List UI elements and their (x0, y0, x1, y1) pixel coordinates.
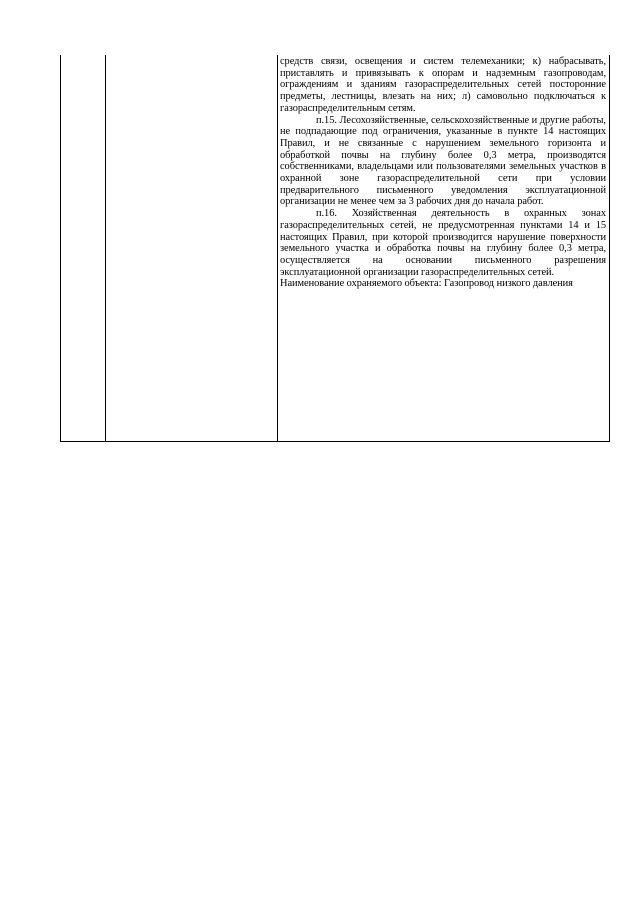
table-row (61, 55, 610, 442)
paragraph-continuation: средств связи, освещения и систем телемеханики; к) набрасывать, приставлять и привязывать к опорам и надземным газопроводам, ограждениям и зданиям газораспределительных сетей посторонние предметы, лестницы, влезать на них; л) самовольно подключаться к газораспределительным сетям. (280, 56, 606, 114)
paragraph-16: п.16. Хозяйственная деятельность в охранных зонах газораспределительных сетей, не предусмотренная пунктами 14 и 15 настоящих Правил, при которой производится нарушение поверхности земельного участка и обработка почвы на глубину более 0,3 метра, осуществляется на основании письменного разрешения эксплуатационной организации газораспределительных сетей. (280, 208, 606, 278)
table-cell-restrictions (278, 55, 610, 442)
table-cell-number (61, 55, 106, 442)
table-cell-description (106, 55, 278, 442)
object-name: Наименование охраняемого объекта: Газопровод низкого давления (280, 278, 573, 290)
paragraph-15: п.15. Лесохозяйственные, сельскохозяйственные и другие работы, не подпадающие под ограничения, указанные в пункте 14 настоящих Правил, и не связанные с нарушением земельного горизонта и обработкой почвы на глубину более 0,3 метра, производятся собственниками, владельцами или пользователями земельных участков в охранной зоне газораспределительной сети при условии предварительного письменного уведомления эксплуатационной организации не менее чем за 3 рабочих дня до начала работ. (280, 114, 606, 208)
regulations-table (60, 55, 610, 442)
